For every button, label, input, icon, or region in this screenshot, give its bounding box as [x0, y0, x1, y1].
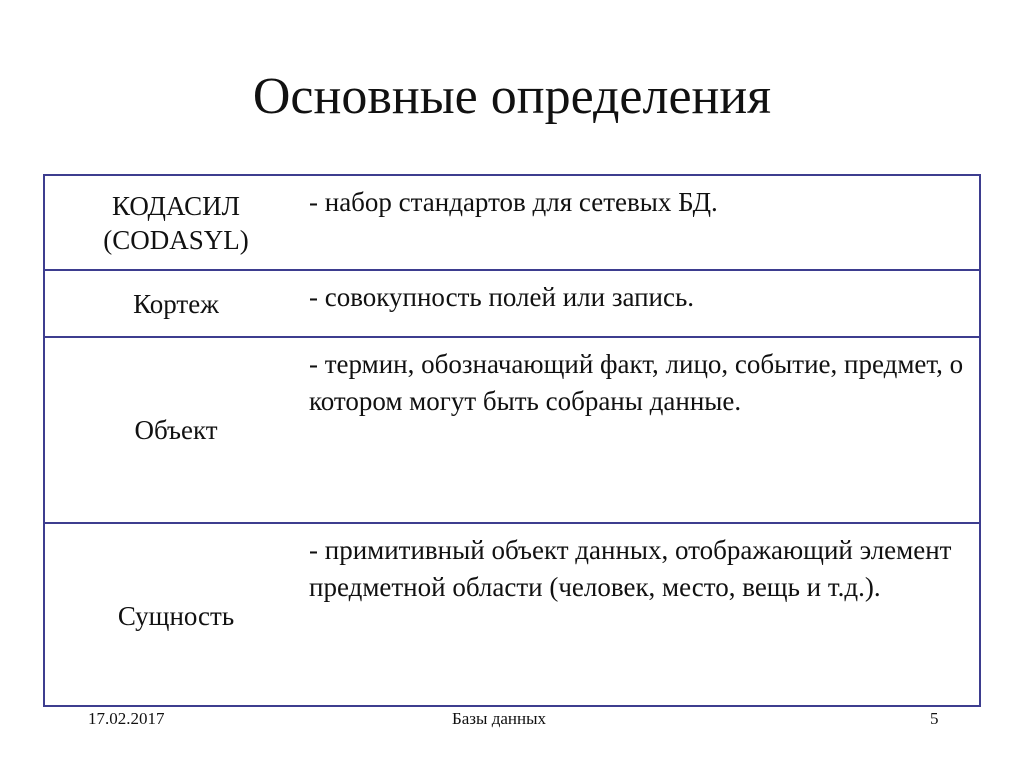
term-label: Кортеж — [133, 288, 219, 319]
footer-date: 17.02.2017 — [88, 709, 165, 728]
term-cell — [45, 338, 307, 522]
slide-title: Основные определения — [252, 68, 772, 125]
definitions-table — [43, 174, 981, 707]
footer-topic: Базы данных — [452, 709, 547, 728]
definition-cell: - набор стандартов для сетевых БД. — [309, 187, 718, 217]
term-cell — [45, 176, 307, 269]
definition-cell: - примитивный объект данных, отображающий элемент предметной области (человек, место, вещь и т.д.). — [309, 535, 952, 602]
table-row — [45, 271, 979, 338]
table-row — [45, 338, 979, 524]
term-cell — [45, 524, 307, 707]
page-number: 5 — [930, 709, 939, 728]
term-label: Сущность — [117, 600, 235, 631]
table-row — [45, 176, 979, 271]
term-label: КОДАСИЛ — [112, 190, 240, 221]
table-row — [45, 524, 979, 707]
term-label-secondary: (CODASYL) — [103, 224, 249, 255]
definition-cell: - термин, обозначающий факт, лицо, событие, предмет, о котором могут быть собраны данные. — [309, 349, 964, 416]
term-label: Объект — [134, 415, 218, 445]
term-cell — [45, 271, 307, 336]
definition-cell: - совокупность полей или запись. — [309, 282, 695, 312]
